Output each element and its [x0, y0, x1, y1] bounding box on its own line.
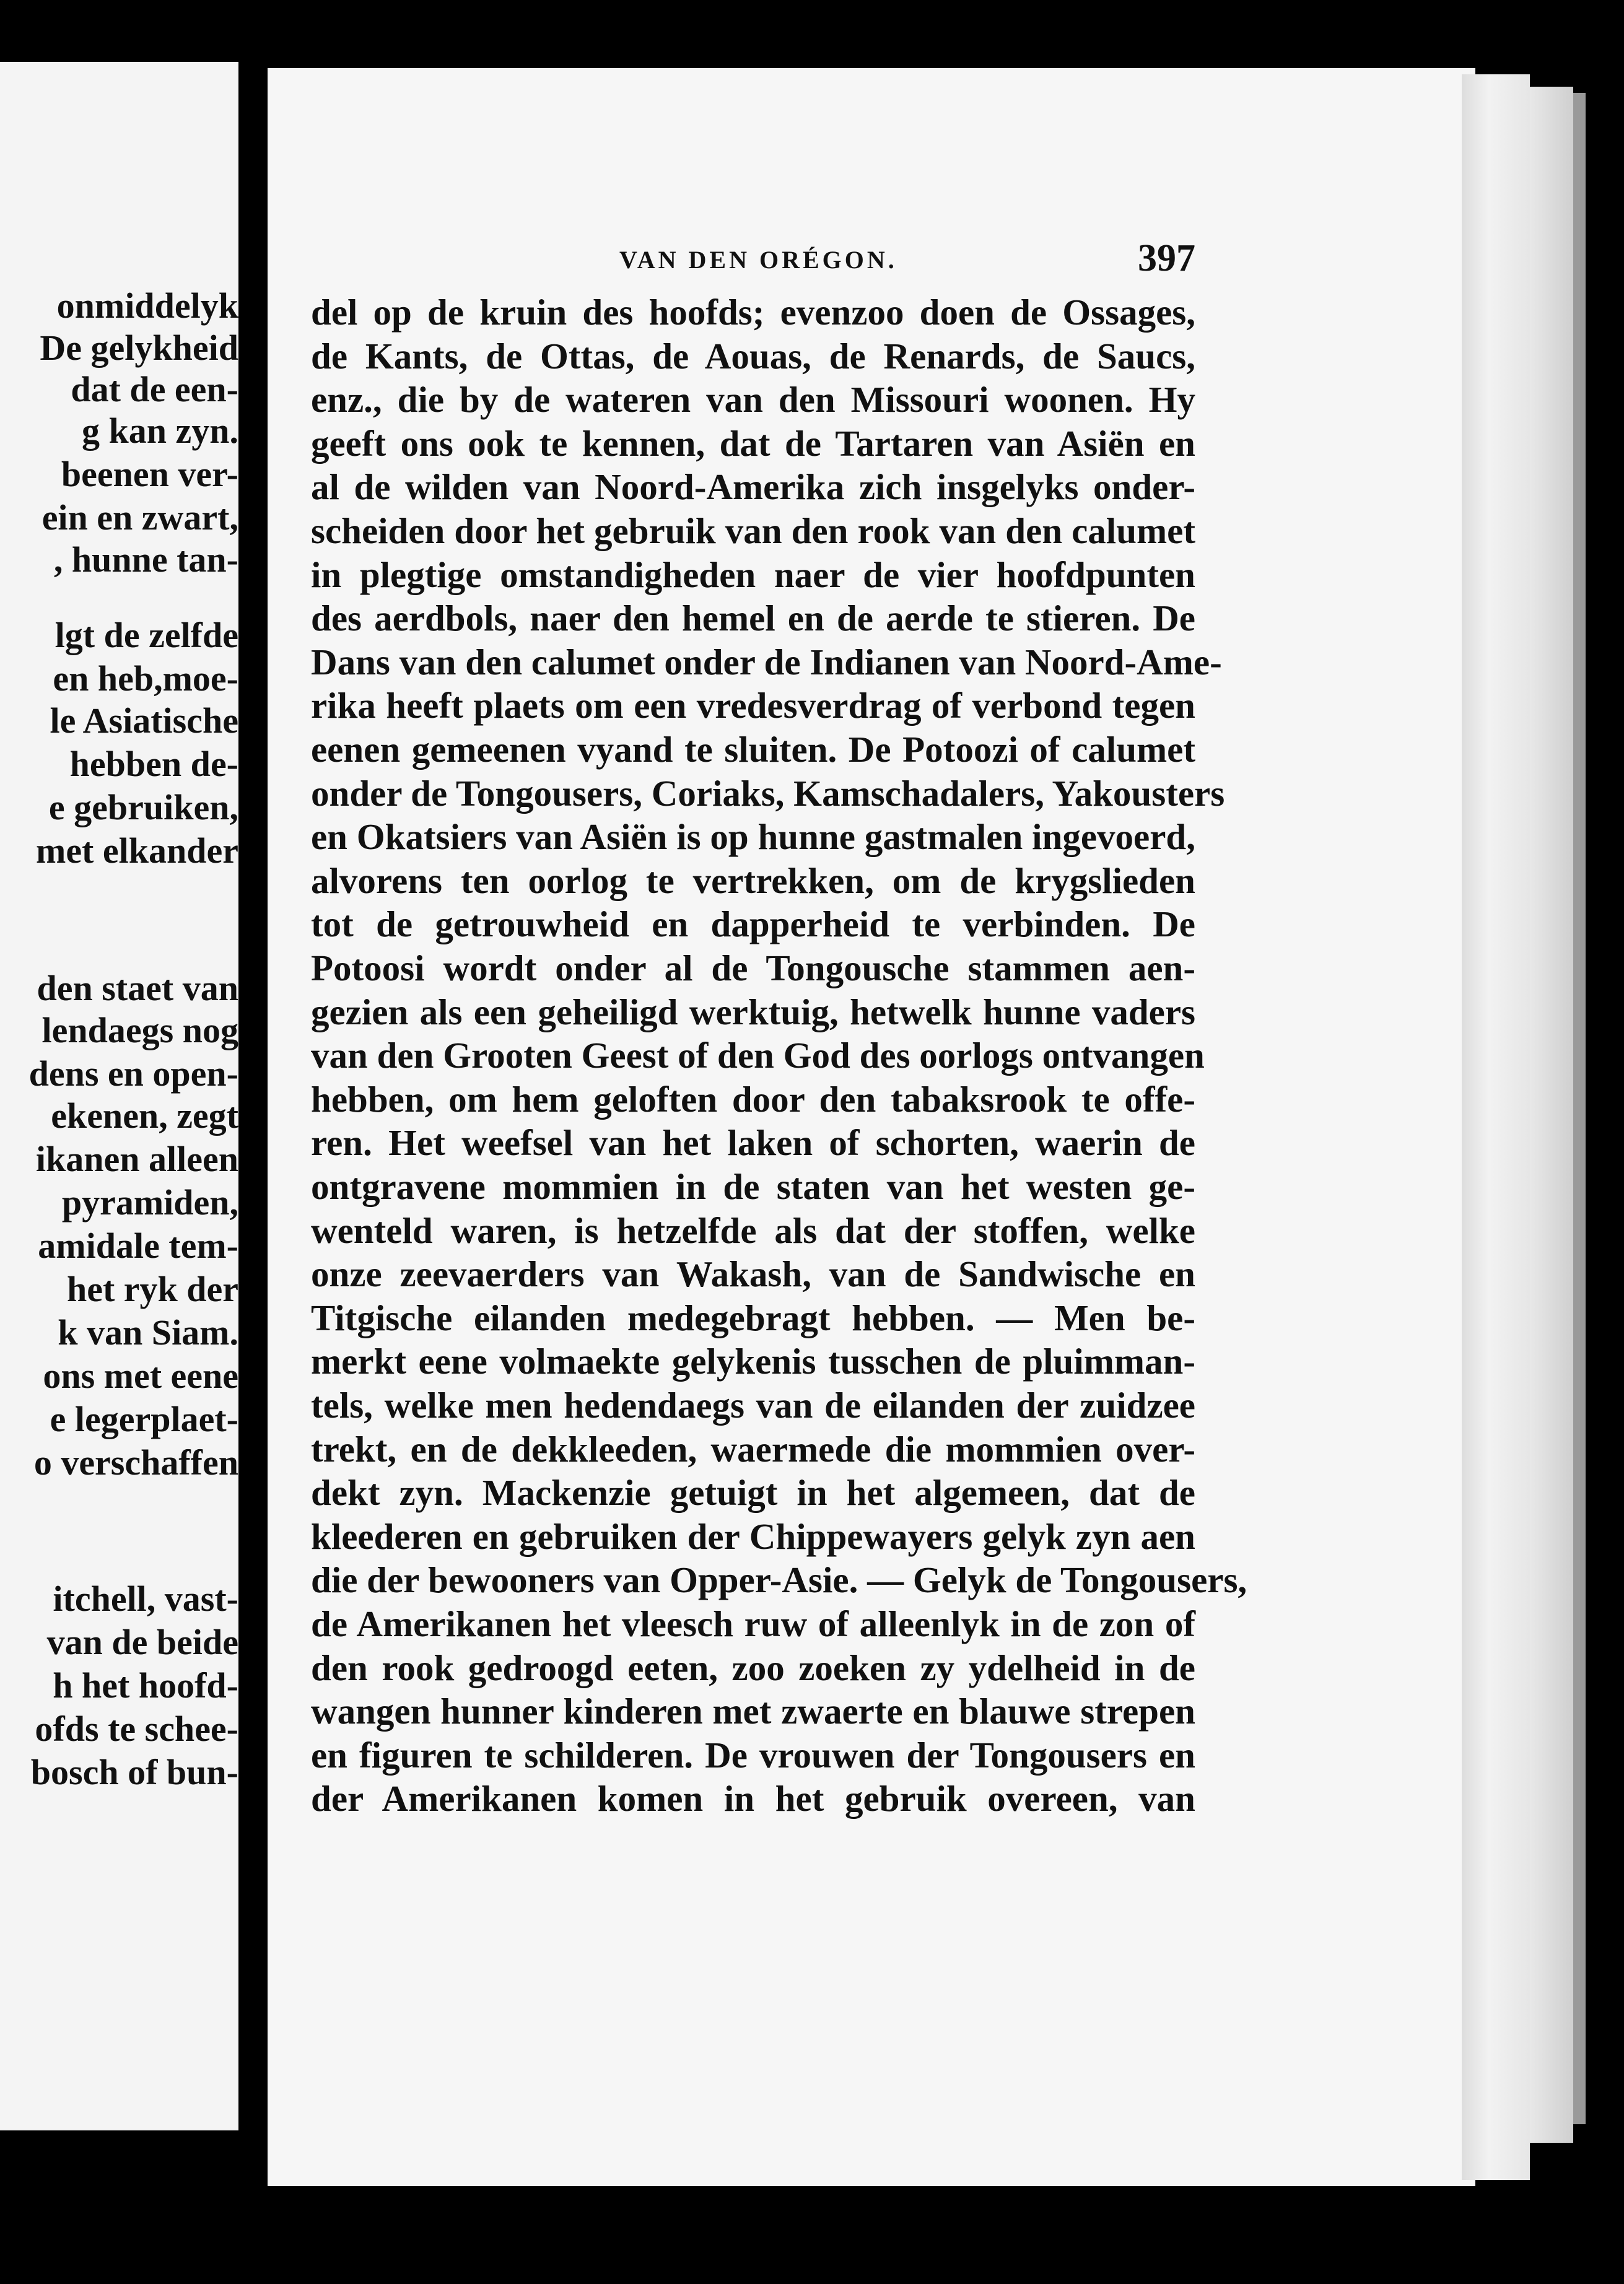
text-line: tot de getrouwheid en dapperheid te verbinden. De — [311, 904, 1195, 945]
left-page-line: De gelykheid — [40, 328, 238, 368]
left-page-line: van de beide — [46, 1622, 238, 1662]
left-page-line: pyramiden, — [61, 1182, 238, 1223]
text-line: Dans van den calumet onder de Indianen van Noord-Ame- — [311, 641, 1222, 682]
text-line: de Amerikanen het vleesch ruw of alleenlyk in de zon of — [311, 1603, 1195, 1644]
text-line: eenen gemeenen vyand te sluiten. De Potoozi of calumet — [311, 729, 1195, 770]
text-line: in plegtige omstandigheden naer de vier hoofdpunten — [311, 554, 1195, 595]
text-line: die der bewooners van Opper-Asie. — Gelyk de Tongousers, — [311, 1559, 1247, 1601]
left-page-line: met elkander — [36, 830, 238, 871]
left-page-line: ofds te schee- — [35, 1709, 238, 1749]
text-line: dekt zyn. Mackenzie getuigt in het algemeen, dat de — [311, 1472, 1195, 1514]
text-line: scheiden door het gebruik van den rook van den calumet — [311, 510, 1195, 551]
text-line: geeft ons ook te kennen, dat de Tartaren van Asiën en — [311, 422, 1195, 464]
text-line: merkt eene volmaekte gelykenis tusschen de pluimman- — [311, 1341, 1195, 1382]
text-line: alvorens ten oorlog te vertrekken, om de krygslieden — [311, 860, 1195, 901]
left-page — [0, 62, 238, 2130]
left-page-line: hebben de- — [69, 744, 238, 784]
page-edge — [1462, 74, 1530, 2180]
left-page-line: beenen ver- — [61, 454, 238, 494]
text-line: des aerdbols, naer den hemel en de aerde te stieren. De — [311, 598, 1195, 639]
text-line: kleederen en gebruiken der Chippewayers gelyk zyn aen — [311, 1515, 1195, 1557]
text-line: enz., die by de wateren van den Missouri woonen. Hy — [311, 379, 1195, 421]
left-page-line: ikanen alleen — [35, 1139, 238, 1179]
left-page-line: k van Siam. — [58, 1312, 238, 1353]
left-page-line: o verschaffen — [33, 1442, 238, 1483]
left-page-line: amidale tem- — [38, 1226, 238, 1266]
left-page-line: dat de een- — [71, 369, 238, 409]
left-page-line: , hunne tan- — [53, 539, 238, 580]
left-page-line: e gebruiken, — [48, 787, 238, 827]
text-line: Titgische eilanden medegebragt hebben. — Men be- — [311, 1297, 1195, 1338]
text-line: onder de Tongousers, Coriaks, Kamschadalers, Yakousters — [311, 772, 1225, 814]
text-line: wangen hunner kinderen met zwaerte en blauwe strepen — [311, 1691, 1195, 1732]
left-page-line: bosch of bun- — [30, 1752, 238, 1792]
left-page-line: den staet van — [37, 968, 238, 1008]
left-page-line: en heb,moe- — [53, 658, 238, 699]
text-line: Potoosi wordt onder al de Tongousche stammen aen- — [311, 948, 1195, 988]
text-line: van den Grooten Geest of den God des oorlogs ontvangen — [311, 1035, 1205, 1076]
text-line: en Okatsiers van Asiën is op hunne gastmalen ingevoerd, — [311, 816, 1195, 858]
left-page-line: lendaegs nog — [41, 1010, 238, 1050]
text-line: ontgravene mommien in de staten van het westen ge- — [311, 1166, 1195, 1207]
text-line: tels, welke men hedendaegs van de eilanden der zuidzee — [311, 1385, 1195, 1426]
text-line: trekt, en de dekkleeden, waermede die mommien over- — [311, 1428, 1195, 1470]
running-title: VAN DEN ORÉGON. — [619, 246, 897, 274]
book-cover-edge — [1573, 93, 1586, 2124]
text-line: hebben, om hem geloften door den tabaksrook te offe- — [311, 1078, 1195, 1120]
page-number: 397 — [1138, 237, 1195, 279]
text-line: den rook gedroogd eeten, zoo zoeken zy ydelheid in de — [311, 1647, 1195, 1688]
text-line: onze zeevaerders van Wakash, van de Sandwische en — [311, 1253, 1195, 1295]
left-page-line: le Asiatische — [50, 700, 238, 741]
left-page-line: lgt de zelfde — [55, 615, 238, 655]
text-line: ren. Het weefsel van het laken of schorten, waerin de — [311, 1122, 1195, 1164]
text-line: al de wilden van Noord-Amerika zich insgelyks onder- — [311, 466, 1195, 508]
page-edge-stack — [1530, 87, 1573, 2143]
text-line: del op de kruin des hoofds; evenzoo doen de Ossages, — [311, 292, 1195, 333]
left-page-line: ekenen, zegt — [51, 1096, 238, 1136]
text-line: rika heeft plaets om een vredesverdrag of verbond tegen — [311, 685, 1195, 726]
text-line: de Kants, de Ottas, de Aouas, de Renards, de Saucs, — [311, 335, 1195, 377]
page-header — [303, 237, 1195, 279]
text-line: en figuren te schilderen. De vrouwen der Tongousers en — [311, 1734, 1195, 1776]
left-page-line: e legerplaet- — [50, 1399, 238, 1439]
left-page-line: ons met eene — [43, 1356, 238, 1396]
left-page-line: itchell, vast- — [53, 1579, 238, 1619]
left-page-line: onmiddelyk — [56, 286, 238, 326]
left-page-line: ein en zwart, — [41, 497, 238, 538]
text-line: der Amerikanen komen in het gebruik overeen, van — [311, 1778, 1195, 1820]
left-page-line: het ryk der — [66, 1269, 238, 1309]
left-page-line: g kan zyn. — [81, 411, 238, 451]
text-line: wenteld waren, is hetzelfde als dat der stoffen, welke — [311, 1210, 1195, 1251]
left-page-line: dens en open- — [28, 1053, 238, 1094]
text-line: gezien als een geheiligd werktuig, hetwelk hunne vaders — [311, 991, 1195, 1032]
left-page-line: h het hoofd- — [53, 1665, 238, 1706]
